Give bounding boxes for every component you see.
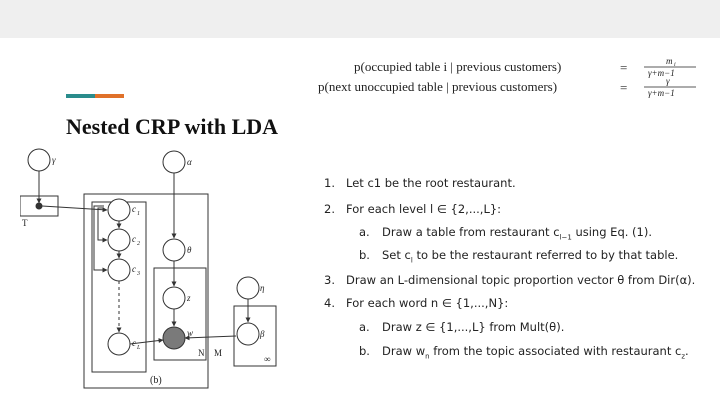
- graphical-model-diagram: [20, 148, 300, 392]
- step-2-text: For each level l ∈ {2,...,L}:: [346, 202, 502, 216]
- node-gamma: [28, 149, 50, 171]
- formula-eq2: =: [620, 80, 628, 95]
- step-2a-number: a.: [359, 225, 370, 239]
- label-c3-sub: 3: [137, 271, 140, 277]
- accent-bar-teal: [66, 94, 95, 98]
- step-4-number: 4.: [324, 296, 335, 310]
- label-gamma: γ: [52, 155, 56, 165]
- top-band: [0, 0, 720, 38]
- label-eta: η: [260, 283, 265, 293]
- step-4a-number: a.: [359, 320, 370, 334]
- node-alpha: [163, 151, 185, 173]
- formula-num1: m: [666, 56, 673, 66]
- node-c2: [108, 229, 130, 251]
- accent-bar-orange: [95, 94, 124, 98]
- node-eta: [237, 277, 259, 299]
- formula-line1-lhs: p(occupied table i | previous customers): [354, 59, 562, 74]
- label-z: z: [187, 293, 191, 303]
- formula-eq1: =: [620, 60, 628, 75]
- label-inf: ∞: [264, 354, 271, 364]
- label-T: T: [22, 218, 28, 228]
- formula-num1-sub: i: [674, 62, 676, 68]
- edge-T-c3: [94, 206, 107, 270]
- node-cL: [108, 333, 130, 355]
- label-c1-sub: 1: [137, 211, 140, 217]
- label-N: N: [198, 348, 205, 358]
- edge-T-c2: [98, 208, 107, 240]
- node-theta: [163, 239, 185, 261]
- label-beta: β: [260, 329, 265, 339]
- step-4b-number: b.: [359, 344, 370, 358]
- step-4a-text: Draw z ∈ {1,...,L} from Mult(θ).: [382, 320, 565, 334]
- label-c2-sub: 2: [137, 241, 140, 247]
- node-w: [163, 327, 185, 349]
- label-c1: c: [132, 204, 136, 214]
- step-2b-number: b.: [359, 248, 370, 262]
- node-c3: [108, 259, 130, 281]
- label-c3: c: [132, 264, 136, 274]
- step-4b-text: Draw $w_n$ from the topic associated with restaurant $c_z$.: [382, 344, 689, 361]
- step-1-number: 1.: [324, 176, 335, 190]
- step-3-text: Draw an L-dimensional topic proportion vector θ from Dir(α).: [346, 273, 696, 287]
- step-2-number: 2.: [324, 202, 335, 216]
- label-theta: θ: [187, 245, 192, 255]
- label-cL-sub: L: [137, 345, 141, 351]
- step-3-number: 3.: [324, 273, 335, 287]
- diagram-caption: (b): [150, 375, 162, 386]
- step-4-text: For each word n ∈ {1,...,N}:: [346, 296, 509, 310]
- step-1-text: Let c1 be the root restaurant.: [346, 176, 516, 190]
- formula-den1: γ+m−1: [648, 68, 675, 78]
- label-c2: c: [132, 234, 136, 244]
- step-2b-text: Set $c_l$ to be the restaurant referred to by that table.: [382, 248, 679, 265]
- step-2a-text: Draw a table from restaurant $c_{l-1}$ using Eq. (1).: [382, 225, 652, 242]
- slide-title: Nested CRP with LDA: [66, 114, 279, 139]
- node-beta: [237, 323, 259, 345]
- node-z: [163, 287, 185, 309]
- formula-num2: γ: [666, 76, 670, 86]
- label-alpha: α: [187, 157, 192, 167]
- label-cL: c: [132, 338, 136, 348]
- crp-formula: [318, 56, 698, 98]
- node-T: [36, 203, 42, 209]
- edge-T-c1: [42, 206, 107, 210]
- label-w: w: [187, 328, 194, 338]
- label-M: M: [214, 348, 223, 358]
- formula-den2: γ+m−1: [648, 88, 675, 98]
- formula-line2-lhs: p(next unoccupied table | previous customers): [318, 79, 558, 94]
- node-c1: [108, 199, 130, 221]
